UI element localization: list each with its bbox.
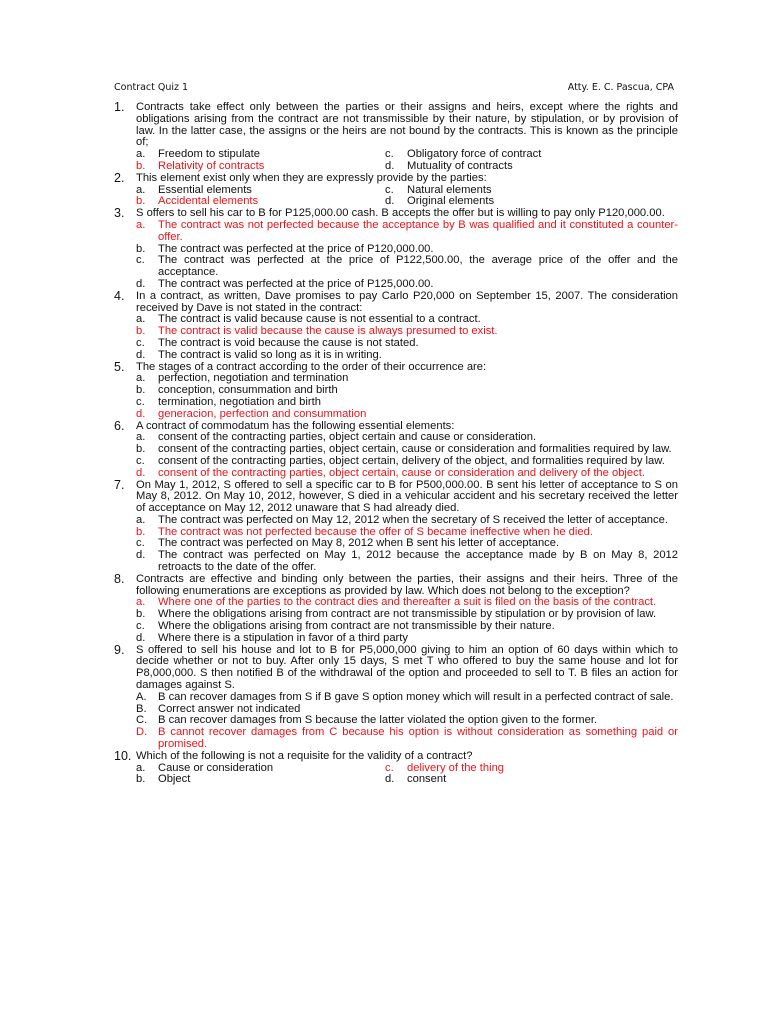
option-letter: d.	[136, 348, 146, 361]
page-header	[114, 82, 674, 93]
option-letter: d.	[385, 159, 395, 172]
answer-option	[136, 161, 385, 173]
question-number: 7.	[114, 477, 125, 492]
option-letter: d.	[385, 195, 395, 208]
option-text: B can recover damages from S if B gave S option money which will result in a perfected contract of sale.	[158, 690, 674, 703]
option-letter: d.	[136, 466, 146, 479]
answer-option	[385, 774, 678, 786]
answer-option	[136, 255, 678, 279]
option-list	[136, 763, 678, 787]
option-letter: c.	[136, 537, 145, 550]
quiz-title: Contract Quiz 1	[114, 82, 189, 93]
question-number: 9.	[114, 642, 125, 657]
question-number: 6.	[114, 418, 125, 433]
option-letter: c.	[136, 395, 145, 408]
option-text: delivery of the thing	[407, 761, 505, 774]
question-item	[114, 102, 678, 173]
question-text: On May 1, 2012, S offered to sell a specific car to B for P500,000.00. B sent his letter of acceptance to S on May 8, 2012. On May 10, 2012, however, S died in a vehicular accident and his secretary received the letter of acceptance on May 12, 2012 unaware that S had already died.	[136, 478, 678, 515]
question-number: 3.	[114, 206, 125, 221]
answer-option	[136, 409, 678, 421]
option-text: The contract is void because the cause is not stated.	[158, 336, 419, 349]
question-body	[136, 574, 678, 645]
option-text: The contract was not perfected because the offer of S became ineffective when he died.	[158, 525, 593, 538]
option-letter: a.	[136, 313, 146, 326]
question-text: The stages of a contract according to the order of their occurrence are:	[136, 360, 487, 373]
option-text: The contract is valid because the cause is always presumed to exist.	[158, 325, 498, 338]
question-body	[136, 645, 678, 751]
option-letter: B.	[136, 702, 147, 715]
option-text: The contract was perfected on May 8, 2012 when B sent his letter of acceptance.	[158, 537, 560, 550]
answer-option	[136, 350, 678, 362]
option-letter: b.	[136, 773, 146, 786]
option-text: consent of the contracting parties, object certain, delivery of the object, and formalities required by law.	[158, 454, 665, 467]
option-text: The contract was perfected at the price of P125,000.00.	[158, 277, 434, 290]
option-text: Correct answer not indicated	[158, 702, 301, 715]
option-text: Where the obligations arising from contract are not transmissible by their nature.	[158, 620, 555, 633]
question-text: Which of the following is not a requisite for the validity of a contract?	[136, 749, 473, 762]
answer-option	[136, 338, 678, 350]
option-list	[136, 314, 678, 361]
option-list	[136, 432, 678, 479]
answer-option	[136, 692, 678, 704]
option-text: The contract was perfected on May 1, 2012 because the acceptance made by B on May 8, 2012 retroacts to the date of the offer.	[158, 549, 678, 574]
answer-option	[136, 397, 678, 409]
question-text: This element exist only when they are expressly provide by the parties:	[136, 171, 487, 184]
option-letter: C.	[136, 714, 148, 727]
question-text: In a contract, as written, Dave promises to pay Carlo P20,000 on September 15, 2007. The consideration received by Dave is not stated in the contract:	[136, 289, 678, 314]
option-letter: a.	[136, 218, 146, 231]
option-letter: c.	[385, 761, 394, 774]
question-item	[114, 571, 678, 645]
question-item	[114, 359, 678, 421]
option-letter: c.	[136, 254, 145, 267]
question-body	[136, 362, 678, 421]
question-number: 2.	[114, 170, 125, 185]
answer-option	[136, 633, 678, 645]
answer-option	[136, 774, 385, 786]
question-list	[114, 102, 678, 786]
option-letter: a.	[136, 431, 146, 444]
question-number: 10.	[114, 748, 132, 763]
question-body	[136, 421, 678, 480]
option-list	[136, 597, 678, 644]
question-text: Contracts are effective and binding only between the parties, their assigns and their heirs. Three of the following enumerations are exceptions as provided by law. Which does not belong to the exception?	[136, 572, 678, 597]
option-text: The contract was perfected on May 12, 2012 when the secretary of S received the letter of acceptance.	[158, 513, 668, 526]
option-text: The contract is valid so long as it is in writing.	[158, 348, 382, 361]
option-text: Where there is a stipulation in favor of a third party	[158, 631, 408, 644]
option-letter: d.	[385, 773, 395, 786]
option-letter: b.	[136, 325, 146, 338]
question-text: A contract of commodatum has the following essential elements:	[136, 419, 455, 432]
author-name: Atty. E. C. Pascua, CPA	[567, 82, 674, 93]
option-list	[136, 220, 678, 291]
option-text: Object	[158, 773, 191, 786]
question-number: 4.	[114, 288, 125, 303]
answer-option	[136, 220, 678, 244]
option-letter: c.	[385, 183, 394, 196]
option-text: The contract was perfected at the price of P122,500.00, the average price of the offer and the acceptance.	[158, 254, 678, 279]
option-letter: A.	[136, 690, 147, 703]
option-letter: a.	[136, 596, 146, 609]
option-letter: a.	[136, 513, 146, 526]
question-item	[114, 477, 678, 574]
answer-option	[136, 727, 678, 751]
question-body	[136, 102, 678, 173]
option-list	[136, 515, 678, 574]
option-list	[136, 692, 678, 751]
option-letter: b.	[136, 159, 146, 172]
option-text: consent	[407, 773, 447, 786]
answer-option	[136, 550, 678, 574]
option-text: Natural elements	[407, 183, 492, 196]
answer-option	[385, 161, 678, 173]
question-body	[136, 751, 678, 786]
option-text: conception, consummation and birth	[158, 384, 338, 397]
question-body	[136, 480, 678, 574]
option-text: Freedom to stipulate	[158, 148, 260, 161]
option-list	[136, 149, 678, 173]
option-text: Essential elements	[158, 183, 252, 196]
option-list	[136, 373, 678, 420]
option-text: Where the obligations arising from contract are not transmissible by stipulation or by provision of law.	[158, 608, 657, 621]
option-text: Original elements	[407, 195, 495, 208]
question-item	[114, 288, 678, 362]
question-item	[114, 418, 678, 480]
option-letter: d.	[136, 549, 146, 562]
answer-option	[136, 279, 678, 291]
question-text: S offers to sell his car to B for P125,000.00 cash. B accepts the offer but is willing to pay only P120,000.00.	[136, 207, 665, 220]
option-letter: a.	[136, 372, 146, 385]
answer-option	[136, 515, 678, 527]
option-text: consent of the contracting parties, object certain, cause or consideration and formalities required by law.	[158, 443, 672, 456]
option-text: The contract was perfected at the price of P120,000.00.	[158, 242, 434, 255]
option-text: Where one of the parties to the contract dies and thereafter a suit is filed on the basis of the contract.	[158, 596, 657, 609]
option-text: The contract was not perfected because the acceptance by B was qualified and it constituted a counter-offer.	[158, 218, 678, 243]
question-text: Contracts take effect only between the parties or their assigns and heirs, except where the rights and obligations arising from the contract are not transmissible by their nature, by stipulation, or by provision of law. In the latter case, the assigns or the heirs are not bound by the contracts. This is known as the principle of;	[136, 101, 678, 149]
option-text: consent of the contracting parties, object certain and cause or consideration.	[158, 431, 537, 444]
option-letter: d.	[136, 407, 146, 420]
question-body	[136, 208, 678, 291]
option-letter: b.	[136, 525, 146, 538]
option-text: Obligatory force of contract	[407, 148, 542, 161]
option-list	[136, 185, 678, 209]
question-item	[114, 170, 678, 208]
option-letter: d.	[136, 277, 146, 290]
option-letter: c.	[136, 620, 145, 633]
question-item	[114, 642, 678, 751]
option-text: perfection, negotiation and termination	[158, 372, 349, 385]
option-text: B can recover damages from S because the latter violated the option given to the former.	[158, 714, 598, 727]
option-text: B cannot recover damages from C because his option is without consideration as something paid or promised.	[158, 726, 678, 751]
option-letter: c.	[136, 454, 145, 467]
option-text: Cause or consideration	[158, 761, 274, 774]
option-text: consent of the contracting parties, object certain, cause or consideration and delivery of the object.	[158, 466, 645, 479]
option-letter: a.	[136, 761, 146, 774]
option-text: termination, negotiation and birth	[158, 395, 321, 408]
question-text: S offered to sell his house and lot to B for P5,000,000 giving to him an option of 60 days within which to decide whether or not to buy. After only 15 days, S met T who offered to buy the same house and lot for P8,000,000. S then notified B of the withdrawal of the option and proceeded to sell to T. B files an action for damages against S.	[136, 643, 678, 692]
answer-option	[136, 468, 678, 480]
option-letter: c.	[136, 336, 145, 349]
question-number: 5.	[114, 359, 125, 374]
option-letter: c.	[385, 148, 394, 161]
option-text: generacion, perfection and consummation	[158, 407, 367, 420]
option-letter: D.	[136, 726, 148, 739]
question-item	[114, 208, 678, 291]
option-letter: a.	[136, 148, 146, 161]
option-letter: b.	[136, 608, 146, 621]
option-text: The contract is valid because cause is not essential to a contract.	[158, 313, 481, 326]
question-number: 8.	[114, 571, 125, 586]
option-letter: a.	[136, 183, 146, 196]
question-item	[114, 748, 678, 786]
option-letter: d.	[136, 631, 146, 644]
option-letter: b.	[136, 195, 146, 208]
option-letter: b.	[136, 242, 146, 255]
option-text: Relativity of contracts	[158, 159, 265, 172]
option-text: Accidental elements	[158, 195, 259, 208]
option-letter: b.	[136, 443, 146, 456]
question-body	[136, 291, 678, 362]
option-text: Mutuality of contracts	[407, 159, 513, 172]
option-letter: b.	[136, 384, 146, 397]
answer-option	[136, 456, 678, 468]
question-body	[136, 173, 678, 208]
question-number: 1.	[114, 100, 125, 114]
